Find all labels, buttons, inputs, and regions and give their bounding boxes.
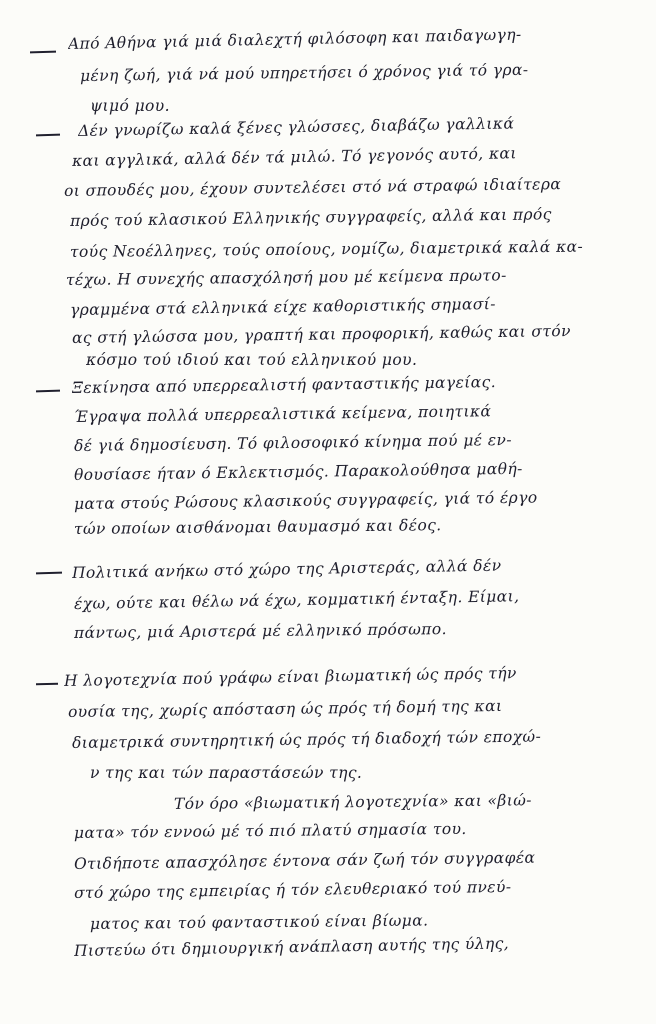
text-line: έχω, ούτε και θέλω νά έχω, κομματική ένταξη. Είμαι, bbox=[73, 587, 520, 613]
text-line: Η λογοτεχνία πού γράφω είναι βιωματική ώς πρός τήν bbox=[63, 664, 517, 690]
text-line: μένη ζωή, γιά νά μού υπηρετήσει ό χρόνος γιά τό γρα- bbox=[79, 60, 529, 85]
text-line: ψιμό μου. bbox=[90, 97, 170, 115]
text-line: ουσία της, χωρίς απόσταση ώς πρός τή δομή της και bbox=[67, 696, 503, 721]
text-line: πρός τού κλασικού Ελληνικής συγγραφείς, αλλά και πρός bbox=[69, 205, 552, 230]
bullet-dash bbox=[30, 51, 56, 53]
text-line: ματα στούς Ρώσους κλασικούς συγγραφείς, γιά τό έργο bbox=[73, 488, 538, 513]
text-line: διαμετρικά συντηρητική ώς πρός τή διαδοχή τών εποχώ- bbox=[71, 727, 542, 752]
bullet-dash bbox=[36, 134, 60, 136]
text-line: Οτιδήποτε απασχόλησε έντονα σάν ζωή τόν συγγραφέα bbox=[73, 848, 536, 873]
bullet-dash bbox=[36, 683, 58, 685]
text-line: Τόν όρο «βιωματική λογοτεχνία» και «βιώ- bbox=[173, 791, 532, 813]
text-line: πάντως, μιά Αριστερά μέ ελληνικό πρόσωπο. bbox=[73, 620, 448, 642]
text-line: τών οποίων αισθάνομαι θαυμασμό και δέος. bbox=[73, 516, 442, 538]
text-line: στό χώρο της εμπειρίας ή τόν ελευθεριακό τού πνεύ- bbox=[73, 877, 512, 902]
text-line: ματος και τού φανταστικού είναι βίωμα. bbox=[89, 911, 429, 933]
text-line: Δέν γνωρίζω καλά ξένες γλώσσες, διαβάζω γαλλικά bbox=[77, 114, 515, 140]
text-line: και αγγλικά, αλλά δέν τά μιλώ. Τό γεγονός αυτό, και bbox=[71, 144, 517, 170]
bullet-dash bbox=[36, 390, 60, 392]
text-line: Πιστεύω ότι δημιουργική ανάπλαση αυτής της ύλης, bbox=[73, 934, 510, 960]
text-line: κόσμο τού ιδιού και τού ελληνικού μου. bbox=[86, 351, 418, 369]
text-line: ας στή γλώσσα μου, γραπτή και προφορική, καθώς και στόν bbox=[71, 322, 572, 347]
bullet-dash bbox=[36, 572, 62, 574]
text-line: γραμμένα στά ελληνικά είχε καθοριστικής σημασί- bbox=[69, 295, 496, 319]
text-line: τούς Νεοέλληνες, τούς οποίους, νομίζω, διαμετρικά καλά κα- bbox=[69, 237, 584, 261]
text-line: ν της και τών παραστάσεών της. bbox=[90, 764, 363, 782]
text-line: Έγραψα πολλά υπερρεαλιστικά κείμενα, ποιητικά bbox=[73, 402, 492, 426]
text-line: Ξεκίνησα από υπερρεαλιστή φανταστικής μαγείας. bbox=[71, 373, 497, 397]
text-line: Πολιτικά ανήκω στό χώρο της Αριστεράς, αλλά δέν bbox=[71, 556, 502, 582]
text-line: τέχω. Η συνεχής απασχόλησή μου μέ κείμενα πρωτο- bbox=[65, 266, 507, 289]
text-line: Από Αθήνα γιά μιά διαλεχτή φιλόσοφη και παιδαγωγη- bbox=[67, 25, 522, 53]
text-line: θουσίασε ήταν ό Εκλεκτισμός. Παρακολούθησα μαθή- bbox=[73, 459, 523, 484]
text-line: ματα» τόν εννοώ μέ τό πιό πλατύ σημασία του. bbox=[73, 819, 467, 842]
text-line: οι σπουδές μου, έχουν συντελέσει στό νά στραφώ ιδιαίτερα bbox=[63, 175, 562, 200]
text-line: δέ γιά δημοσίευση. Τό φιλοσοφικό κίνημα πού μέ εν- bbox=[73, 430, 513, 455]
